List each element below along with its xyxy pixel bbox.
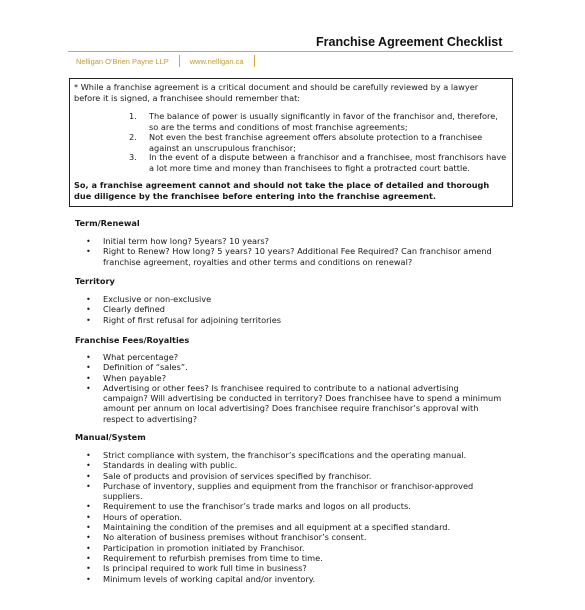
bullet-icon: • [86, 304, 91, 315]
list-item: • What percentage? [86, 352, 179, 362]
list-item: • Strict compliance with system, the franchisor’s specifications and the operating manual. [86, 450, 467, 460]
bullet-icon: • [86, 460, 91, 471]
list-item: • Purchase of inventory, supplies and equipment from the franchisor or franchisor-approved suppliers. [86, 480, 474, 502]
bullet-icon: • [86, 532, 91, 543]
list-item: • Advertising or other fees? Is franchisee required to contribute to a national advertising campaign? Will advertising be conducted in territory? Does franchisee have to spend a minimum amount per annum on local advertising? Does franchisee require franchisor’s approval with respect to advertising? [86, 382, 502, 424]
list-item: • Participation in promotion initiated by Franchisor. [86, 542, 305, 553]
bullet-icon: • [86, 552, 91, 563]
fees-list [85, 352, 505, 424]
list-item: • Maintaining the condition of the premises and all equipment at a specified standard. [86, 522, 451, 533]
bullet-icon: • [86, 382, 91, 393]
notice-item-text: Not even the best franchise agreement offers absolute protection to a franchisee against an unscrupulous franchisor; [149, 132, 483, 153]
section-heading-territory: Territory [75, 276, 115, 286]
letterhead-divider [179, 55, 180, 67]
bullet-icon: • [86, 501, 91, 512]
notice-item-text: In the event of a dispute between a franchisor and a franchisee, most franchisors have a lot more time and money than franchisees to fight a protracted court battle. [149, 152, 507, 173]
firm-name: Nelligan O'Brien Payne LLP [76, 56, 169, 66]
list-item: • Exclusive or non-exclusive [86, 294, 212, 304]
list-item: • Right to Renew? How long? 5 years? 10 years? Additional Fee Required? Can franchisor amend franchise agreement, royalties and other terms and conditions on renewal? [86, 246, 492, 267]
bullet-icon: • [86, 563, 91, 574]
list-item: • Requirement to use the franchisor’s trade marks and logos on all products. [86, 501, 411, 512]
bullet-icon: • [86, 573, 91, 584]
list-item: • Right of first refusal for adjoining territories [86, 314, 282, 325]
bullet-icon: • [86, 542, 91, 553]
bullet-icon: • [86, 522, 91, 533]
bullet-icon: • [86, 294, 91, 304]
notice-box [69, 78, 513, 207]
notice-conclusion: So, a franchise agreement cannot and should not take the place of detailed and thorough due diligence by the franchisee before entering into the franchise agreement. [74, 180, 490, 201]
list-item: • Clearly defined [86, 304, 165, 315]
notice-intro: * While a franchise agreement is a critical document and should be carefully reviewed by a lawyer before it is signed, a franchisee should remember that: [74, 82, 479, 103]
list-item: • Sale of products and provision of services specified by franchisor. [86, 470, 372, 481]
section-heading-term: Term/Renewal [75, 218, 140, 228]
bullet-icon: • [86, 314, 91, 325]
list-item: • Definition of “sales”. [86, 362, 188, 373]
header-rule [68, 51, 513, 52]
letterhead [76, 54, 265, 68]
list-item: • Hours of operation. [86, 511, 182, 522]
list-item: • Requirement to refurbish premises from time to time. [86, 552, 323, 563]
bullet-icon: • [86, 246, 91, 257]
list-item: • Standards in dealing with public. [86, 460, 238, 471]
bullet-icon: • [86, 236, 91, 246]
bullet-icon: • [86, 480, 91, 491]
firm-website[interactable]: www.nelligan.ca [189, 56, 244, 66]
notice-item-number: 3. [129, 152, 137, 162]
letterhead-divider [254, 55, 255, 67]
section-heading-manual: Manual/System [75, 432, 146, 442]
bullet-icon: • [86, 470, 91, 481]
section-heading-fees: Franchise Fees/Royalties [75, 335, 190, 345]
bullet-icon: • [86, 362, 91, 373]
notice-item-number: 1. [129, 111, 137, 121]
list-item: • Initial term how long? 5years? 10 years? [86, 236, 270, 246]
list-item: • Is principal required to work full time in business? [86, 563, 307, 574]
term-list [85, 236, 505, 267]
document-title: Franchise Agreement Checklist [316, 35, 503, 49]
list-item: • No alteration of business premises without franchisor’s consent. [86, 532, 367, 543]
territory-list [85, 294, 505, 325]
manual-list [85, 450, 505, 584]
bullet-icon: • [86, 372, 91, 383]
bullet-icon: • [86, 352, 91, 362]
list-item: • Minimum levels of working capital and/or inventory. [86, 573, 316, 584]
list-item: • When payable? [86, 372, 167, 383]
notice-item-number: 2. [129, 132, 137, 142]
bullet-icon: • [86, 511, 91, 522]
notice-item-text: The balance of power is usually significantly in favor of the franchisor and, therefore, so are the terms and conditions of most franchise agreements; [149, 111, 498, 132]
bullet-icon: • [86, 450, 91, 460]
